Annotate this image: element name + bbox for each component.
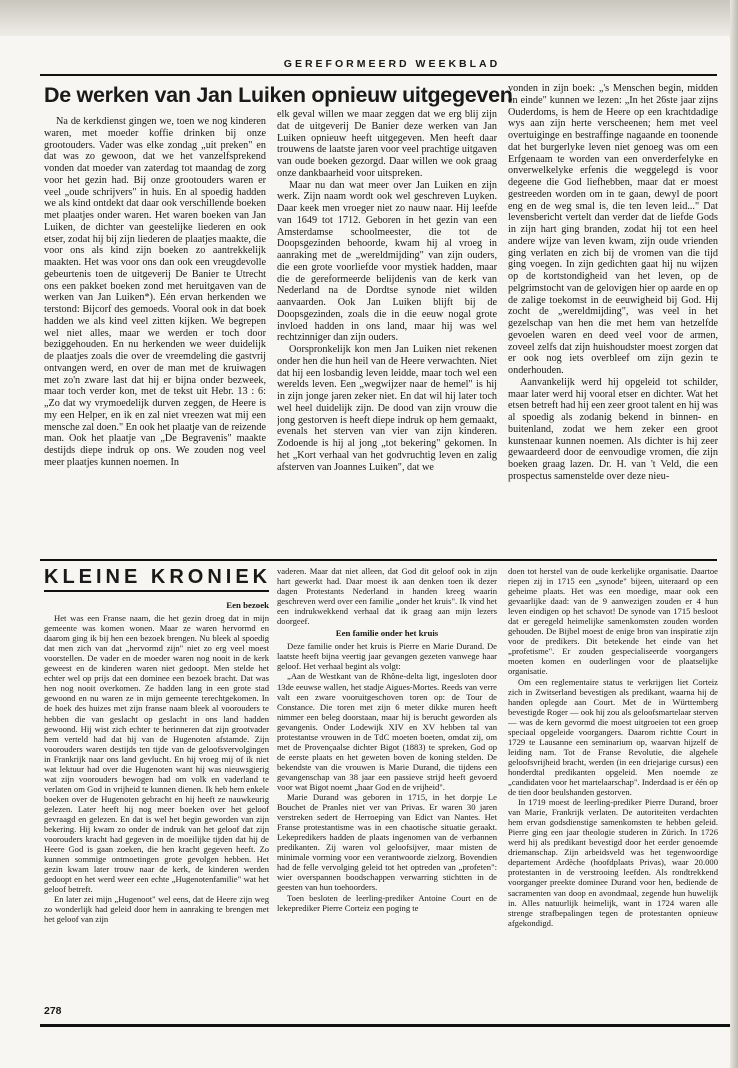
kroniek-subhead: Een familie onder het kruis bbox=[335, 628, 439, 639]
kroniek-title: KLEINE KRONIEK bbox=[44, 566, 272, 588]
running-title: GEREFORMEERD WEEKBLAD bbox=[283, 58, 501, 70]
kroniek-column-3 bbox=[508, 566, 718, 988]
kroniek-paragraph: doen tot herstel van de oude kerkelijke organisatie. Daartoe riepen zij in 1715 een „synode" bijeen, uiteraard op een geheime plaats. Het was een moedige, maar ook een gevaarlijke daad: van de 9 aanwezigen zouden er 4 hun leven eindigen op het schavot! De synode van 1715 besloot dat er geregeld heimelijke samenkomsten zouden worden gehouden. De Bijbel moest de enige bron van inspiratie zijn voor de predikers. Dit betekende het einde van het „profetisme". Er zouden gespecialiseerde voorgangers moeten komen en ouderlingen voor de plaatselijke organisatie. bbox=[508, 566, 718, 677]
header-rule bbox=[40, 74, 717, 76]
kroniek-paragraph: „Aan de Westkant van de Rhône-delta ligt, ingesloten door 13de eeuwse wallen, het stadje Aigues-Mortes. Reeds van verre valt een zware vooruitgeschoven toren op: de Tour de Constance. Die toren met zijn 6 meter dikke muren heeft nimmer een beleg doorstaan, maar hij is berucht geworden als gevangenis. Onder Lodewijk XIV en XV hebben tal van protestantse vrouwen in de TdC moeten boeten, omdat zij, om met de Provençaalse dichter Bigot (1883) te spreken, God op de eerste plaats en het geweten boven de koning stelden. De bekendste van die vrouwen is Marie Durand, die tijdens een gevangenschap van 38 jaar een passieve strijd heeft gevoerd voor wat Bigot noemt „haar God en de vrijheid". bbox=[277, 671, 497, 792]
article-paragraph: Oorspronkelijk kon men Jan Luiken niet rekenen onder hen die hun heil van de Heere verwachten. Niet dat hij een losbandig leven leidde, maar toch wel een werelds leven. Een „wegwijzer naar de hemel" is hij in zijn jonge jaren zeker niet. En dat wil hij later toch wel heel duidelijk zijn. De dood van zijn vrouw die jong gestorven is heeft diepe indruk op hem gemaakt, evenals het sterven van vier van zijn kinderen. Zodoende is hij al jong „tot bekering" gekomen. In het „Kort verhaal van het godvruchtig leven en zalig afsterven van Joannes Luiken", dat we bbox=[277, 344, 497, 473]
kroniek-paragraph: Om een reglementaire status te verkrijgen liet Corteiz zich in Zwitserland bevestigen als predikant, waarna hij de handen oplegde aan Court. Met de in Württemberg bevestigde Roger — ook hij zou als geloofsmartelaar sterven — was de kern gevormd die moest uitgroeien tot een groep speciaal opgeleide voorgangers. Daarom richtte Court in 1729 te Lausanne een seminarium op, waarvan hijzelf de leiding nam. Tot de Franse Revolutie, die algehele geloofsvrijheid bracht, werden (in een driejarige cursus) een honderdtal predikanten opgeleid. Men noemde ze „candidaten voor het martelaarschap". Inderdaad is er één op de tien door beulshanden gestorven. bbox=[508, 676, 718, 798]
kroniek-paragraph: Toen besloten de leerling-prediker Antoine Court en de lekeprediker Pierre Corteiz een poging te bbox=[277, 892, 497, 913]
kroniek-paragraph: En later zei mijn „Hugenoot" wel eens, dat de Heere zijn weg zo wonderlijk had geleid door hem in aanraking te brengen met het geloof van zijn bbox=[44, 894, 269, 925]
article-paragraph: elk geval willen we maar zeggen dat we erg blij zijn dat de uitgeverij De Banier deze werken van Jan Luiken opnieuw heeft uitgegeven. Men heeft daar trouwens de laatste jaren voor veel prachtige uitgaven van oude boeken gezorgd. Daar willen we ook graag onze dankbaarheid voor uitspreken. bbox=[277, 109, 497, 179]
article-paragraph: vonden in zijn boek: „'s Menschen begin, midden en einde" kunnen we lezen: „In het 26ste jaar zijns Ouderdoms, is hem de Heere op een krachtdadige wys aan zijn herte verscheenen; hem met veel overtuiginge en bestraffinge nagaande en toonende dat het burgerlyke leven niet genoeg was om een Erfgenaam te worden van een onverderfelyke en onverwelkelyke erfenis die weggelegd is voor degeene die God liefhebben, maar dat er moest gestreeden worden om in te gaan, dewyl de poort eng en de weg smal is, die ten leven leid..." Dat levensbericht vertelt dan verder dat de liefde Gods in zijn hart ging branden, zodat hij tot een heel andere wijze van leven kwam, zijn oude vrienden ging verlaten en zich bij de vromen van die tijd ging voegen. In zijn gedichten gaat hij nu wijzen op de kortstondigheid van het leven, op de pelgrimstocht van de gelovigen hier op aarde en op de zalige toekomst in de eeuwigheid bij God. Hij zocht de „wereldmijding", was veel in het gezelschap van hen die met hem van hetzelfde gevoelen waren en deed veel voor de armen, zoveel zelfs dat zijn huishoudster moest zorgen dat er ook nog iets overbleef om zijn gezin te onderhouden. bbox=[508, 83, 718, 376]
section-divider bbox=[40, 559, 717, 561]
kroniek-paragraph: vaderen. Maar dat niet alleen, dat God dit geloof ook in zijn hart gewerkt had. Daar moest ik aan denken toen ik dezer dagen Protestants Nederland in handen kreeg waarin geschreven werd over een familie „onder het kruis". Ik vind het een indrukwekkend verhaal dat ik graag aan mijn lezers doorgeef. bbox=[277, 566, 497, 627]
article-paragraph: Aanvankelijk werd hij opgeleid tot schilder, maar later werd hij vooral etser en dichter. Wat het etsen betreft had hij een zeer groot talent en hij was al spoedig als zodanig bekend in binnen- en buitenland, zodat we hem zeker een groot kunstenaar kunnen noemen. Als dichter is hij zeer gewaardeerd door de eenvoudige vromen, die zijn boeken graag lazen. Dr. H. van 't Veld, die een prospectus samenstelde over deze nieu- bbox=[508, 376, 718, 482]
article-column-3 bbox=[508, 83, 718, 556]
kroniek-paragraph: In 1719 moest de leerling-prediker Pierre Durand, broer van Marie, Frankrijk verlaten. De autoriteiten verdachten hem ervan godsdienstige samenkomsten te hebben geleid. Pierre ging een jaar theologie studeren in Zürich. In 1726 werd hij als predikant bevestigd door het eerder genoemde driemanschap. Zijn arbeidsveld was het tegenwoordige departement Ardèche (hoofdplaats Privas), waar 20.000 protestanten in de verstrooing leefden. Als rondtrekkend voorganger preekte dominee Durand voor hen, bediende de sacramenten van doop en avondmaal, zegende hun huwelijk in. Alles natuurlijk heimelijk, want in 1724 waren alle strenge strafbepalingen tegen de protestanten opnieuw afgekondigd. bbox=[508, 797, 718, 928]
kroniek-column-1 bbox=[44, 598, 269, 988]
footer-rule bbox=[40, 1024, 730, 1027]
scan-top-edge bbox=[0, 0, 738, 36]
article-paragraph: Maar nu dan wat meer over Jan Luiken en zijn werk. Zijn naam wordt ook wel geschreven Luyken. Daar keek men vroeger niet zo nauw naar. Hij leefde van 1649 tot 1712. Geboren in het gezin van een Amsterdamse schoolmeester, die tot de Doopsgezinden behoorde, kwam hij al vroeg in aanraking met de „wereldmijding" van zijn ouders, die een grote voorliefde voor mystiek hadden, maar die de gereformeerde belijdenis van de kerk van Nederland na de Dordtse synode niet wilden aanvaarden. Ook Jan Luiken blijft bij de Doopsgezinden, zoals die in die eeuw nogal grote invloed hadden in ons land, maar hij was wel rechtzinniger dan zijn ouders. bbox=[277, 179, 497, 344]
kroniek-subhead: Een bezoek bbox=[226, 600, 269, 610]
article-paragraph: Na de kerkdienst gingen we, toen we nog kinderen waren, met moeder koffie drinken bij onze grootouders. Vader was elke zondag „uit preken" en dat was zo gewoon, dat we het vanzelfsprekend vonden dat moeder van zaterdag tot maandag de zorg voor het gezin had. Bij onze grootouders waren er veel „oude schrijvers" in huis. En al spoedig hadden we als kind ontdekt dat daar ook verschillende boeken met plaatjes onder waren. Het waren boeken van Jan Luiken, de dichter van geestelijke liederen en ook etser, zodat hij bij zijn liederen de plaatjes maakte, die voor ons als kind zijn boeken zo aantrekkelijk maakten. Het was voor ons dan ook een vreugdevolle gebeurtenis toen de uitgeverij De Banier te Utrecht ons een pakket boeken zond met heruitgaven van de werken van Jan Luiken*). Eén ervan herkenden we terstond: Bijcorf des gemoeds. Vooral ook in dat boek hadden we als kind veel zitten kijken. We begrepen wel niet alles, maar we werden er toch door beziggehouden. En nu herkenden we weer duidelijk de plaatjes zoals die over de vreemdeling die gastvrij ontvangen werd, en over de man met de kruiwagen met zo'n zware last dat hij er bijna onder bezweek, maar toch verder kon, met de tekst uit Hebr. 13 : 6: „Zo dat wy vrymoedelijk durven zeggen, de Heere is my een Helper, en ik en zal niet vreezen wat mij een mensche zal doen." En ook het plaatje van de reizende man. Ook het plaatje van „De Begravenis" maakte destijds diepe indruk op ons. We zouden nog veel meer plaatjes kunnen noemen. In bbox=[44, 116, 266, 468]
kroniek-paragraph: Het was een Franse naam, die het gezin droeg dat in mijn gemeente was komen wonen. Maar ze waren hervormd en daarom ging ik bij hen een bezoek brengen. Nu bleek al spoedig dat men zich van dat „hervormd zijn" niet zo erg veel moest voorstellen. De vader en de moeder waren nog nooit in de kerk geweest en de kinderen waren niet gedoopt. Men stelde het echter wel op prijs dat een dominee een bezoek bracht. Dat was hen nog nooit overkomen. Ze hadden lang in een grote stad gewoond en nu waren ze in mijn gemeente terechtgekomen. In de hoek des huizes met zijn franse naam bleek al voorouders te hebben die van geslacht op geslacht in ons land hadden gewoond. Hij wist zich echter te herinneren dat zijn grootvader hem verteld had dat hij van de Hugenoten afstamde. Zijn voorouders waren destijds ten tijde van de geloofsvervolgingen in Frankrijk naar ons land gevlucht. En hij vroeg mij of ik niet wat lektuur had over die Hugenoten want hij was nieuwsgierig wat zijn voorouders bewogen had om volk en vaderland te verlaten om God in vrijheid te kunnen dienen. Ik heb hem enkele boeken over de Hugenoten gebracht en hij heeft ze nauwkeurig gelezen. Later heeft hij nog meer boeken over het geloof gevraagd en gelezen. En dat is wel het begin geworden van zijn bekering. Hij kwam zo onder de indruk van het geloof dat zijn voorouders kracht had gegeven in de moeilijke tijden dat hij de Heere God is gaan zoeken, die hen kracht gegeven heeft. Zo kunnen sommige ontmoetingen grote gevolgen hebben. Het gezin kwam later trouw naar de kerk, de kinderen werden gedoopt en het werd weer een echte „Hugenotenfamilie" wat het geloof betreft. bbox=[44, 613, 269, 895]
kroniek-paragraph: Deze familie onder het kruis is Pierre en Marie Durand. De laatste heeft bijna veertig jaar gevangen gezeten vanwege haar geloof. Het verhaal begint als volgt: bbox=[277, 641, 497, 672]
page-number: 278 bbox=[44, 1005, 62, 1017]
kroniek-paragraph: Marie Durand was geboren in 1715, in het dorpje Le Bouchet de Pranles niet ver van Privas. Er waren 30 jaren verstreken sedert de Herroeping van Edict van Nantes. Het Franse protestantisme was in een chaotische situatie geraakt. Lekepredikers hadden de plaats ingenomen van de verbannen predikanten. Zij waren vol geloofsijver, maar misten de minimale vorming voor een verantwoorde zielzorg. Bovendien had de felle vervolging geleid tot het optreden van „profeten": wier overspannen boodschappen verwarring stichtten in de geesten van hun toehoorders. bbox=[277, 792, 497, 893]
kroniek-title-rule bbox=[44, 590, 269, 592]
article-column-1 bbox=[44, 116, 266, 556]
kroniek-column-2 bbox=[277, 566, 497, 988]
article-headline: De werken van Jan Luiken opnieuw uitgegeven bbox=[44, 83, 513, 107]
article-column-2 bbox=[277, 109, 497, 556]
scan-right-edge bbox=[730, 0, 738, 1068]
